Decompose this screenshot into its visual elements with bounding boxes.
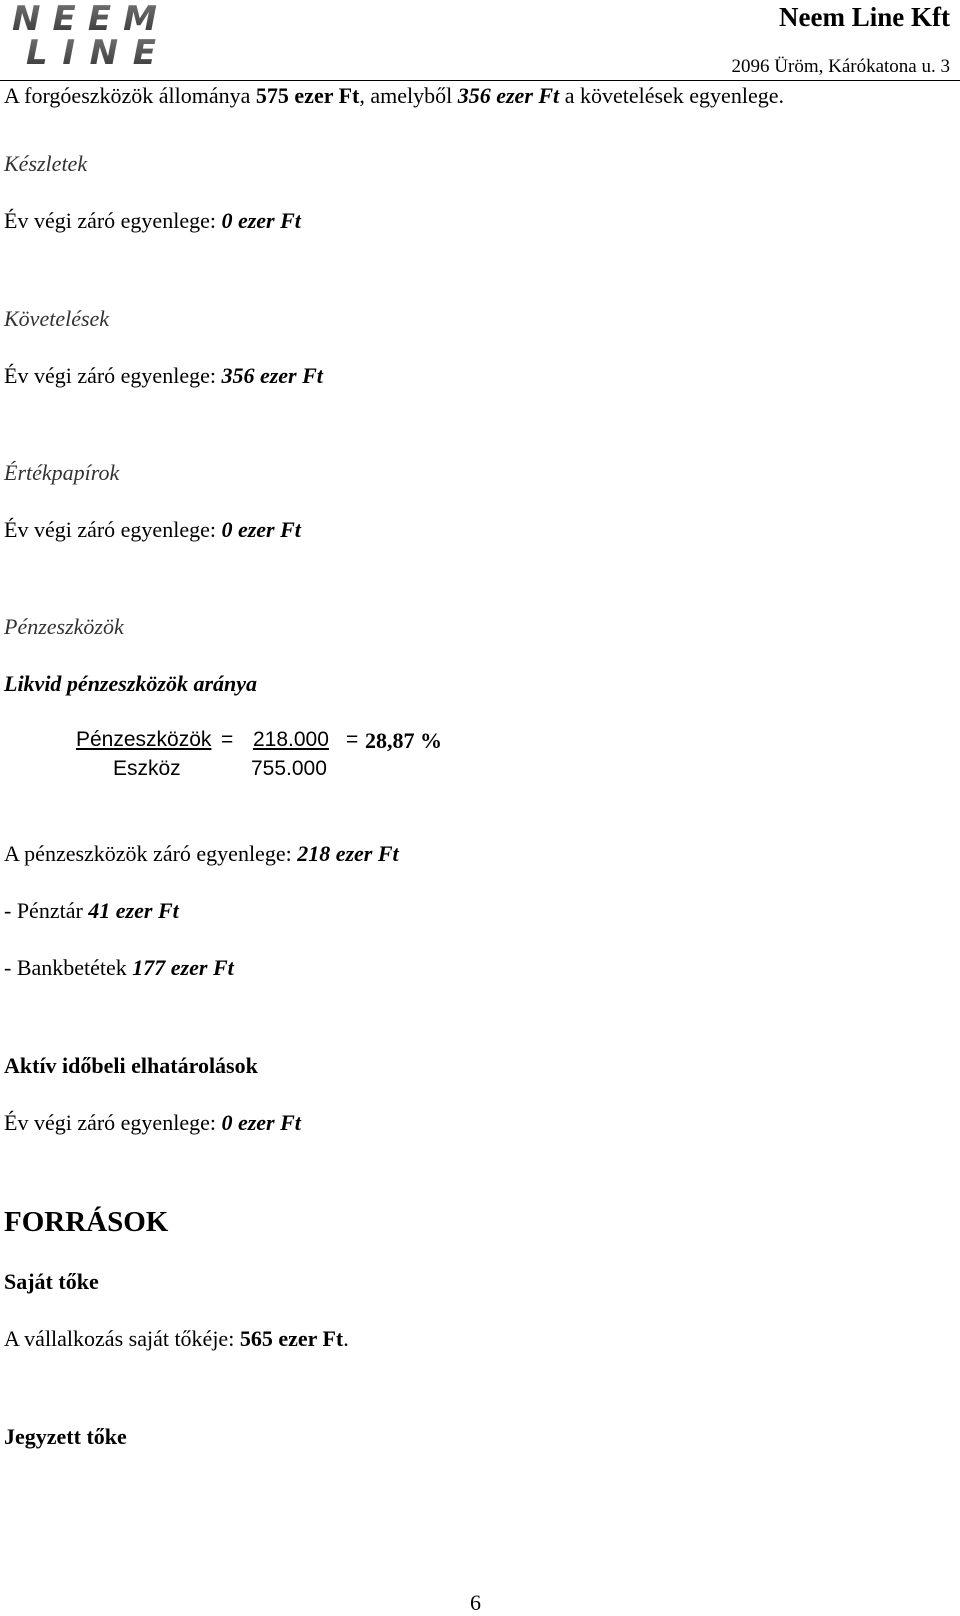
section-title-ertekpapirok: Értékpapírok — [4, 460, 120, 485]
formula-numerator-value: 218.000 — [253, 728, 329, 751]
company-address: 2096 Üröm, Kárókatona u. 3 — [731, 56, 950, 77]
formula-result: 28,87 % — [365, 728, 442, 753]
formula-equals-2: = — [346, 728, 359, 751]
aktiv-balance: Év végi záró egyenlege: 0 ezer Ft — [4, 1110, 301, 1135]
formula-numerator-label: Pénzeszközök — [76, 728, 212, 751]
section-title-jegyzett-toke: Jegyzett tőke — [4, 1424, 127, 1449]
intro-paragraph: A forgóeszközök állománya 575 ezer Ft, amelyből 356 ezer Ft a követelések egyenlege. — [4, 83, 784, 108]
formula-equals-1: = — [221, 728, 234, 751]
section-title-kovetelesek: Követelések — [4, 306, 110, 331]
heading-forrasok: FORRÁSOK — [4, 1206, 169, 1238]
section-title-sajat-toke: Saját tőke — [4, 1269, 99, 1294]
section-title-keszletek: Készletek — [4, 151, 88, 176]
ertekpapirok-balance: Év végi záró egyenlege: 0 ezer Ft — [4, 517, 301, 542]
page-number: 6 — [470, 1590, 481, 1615]
logo-line-2: LINE — [26, 33, 156, 70]
kovetelesek-balance: Év végi záró egyenlege: 356 ezer Ft — [4, 363, 323, 388]
formula-denominator-label: Eszköz — [113, 757, 181, 780]
header-divider — [0, 80, 960, 81]
company-logo — [8, 0, 163, 70]
section-title-aktiv: Aktív időbeli elhatárolások — [4, 1053, 258, 1078]
sajat-toke-line: A vállalkozás saját tőkéje: 565 ezer Ft. — [4, 1326, 349, 1351]
formula-denominator-value: 755.000 — [251, 757, 327, 780]
penzeszkozok-closing-balance: A pénzeszközök záró egyenlege: 218 ezer Ft — [4, 841, 399, 866]
likvid-subtitle: Likvid pénzeszközök aránya — [4, 671, 257, 696]
penztar-line: - Pénztár 41 ezer Ft — [4, 898, 179, 923]
bankbetetek-line: - Bankbetétek 177 ezer Ft — [4, 955, 234, 980]
logo-line-1: NEEM — [12, 0, 157, 39]
company-name: Neem Line Kft — [779, 2, 950, 32]
keszletek-balance: Év végi záró egyenlege: 0 ezer Ft — [4, 208, 301, 233]
section-title-penzeszkozok: Pénzeszközök — [4, 614, 124, 639]
